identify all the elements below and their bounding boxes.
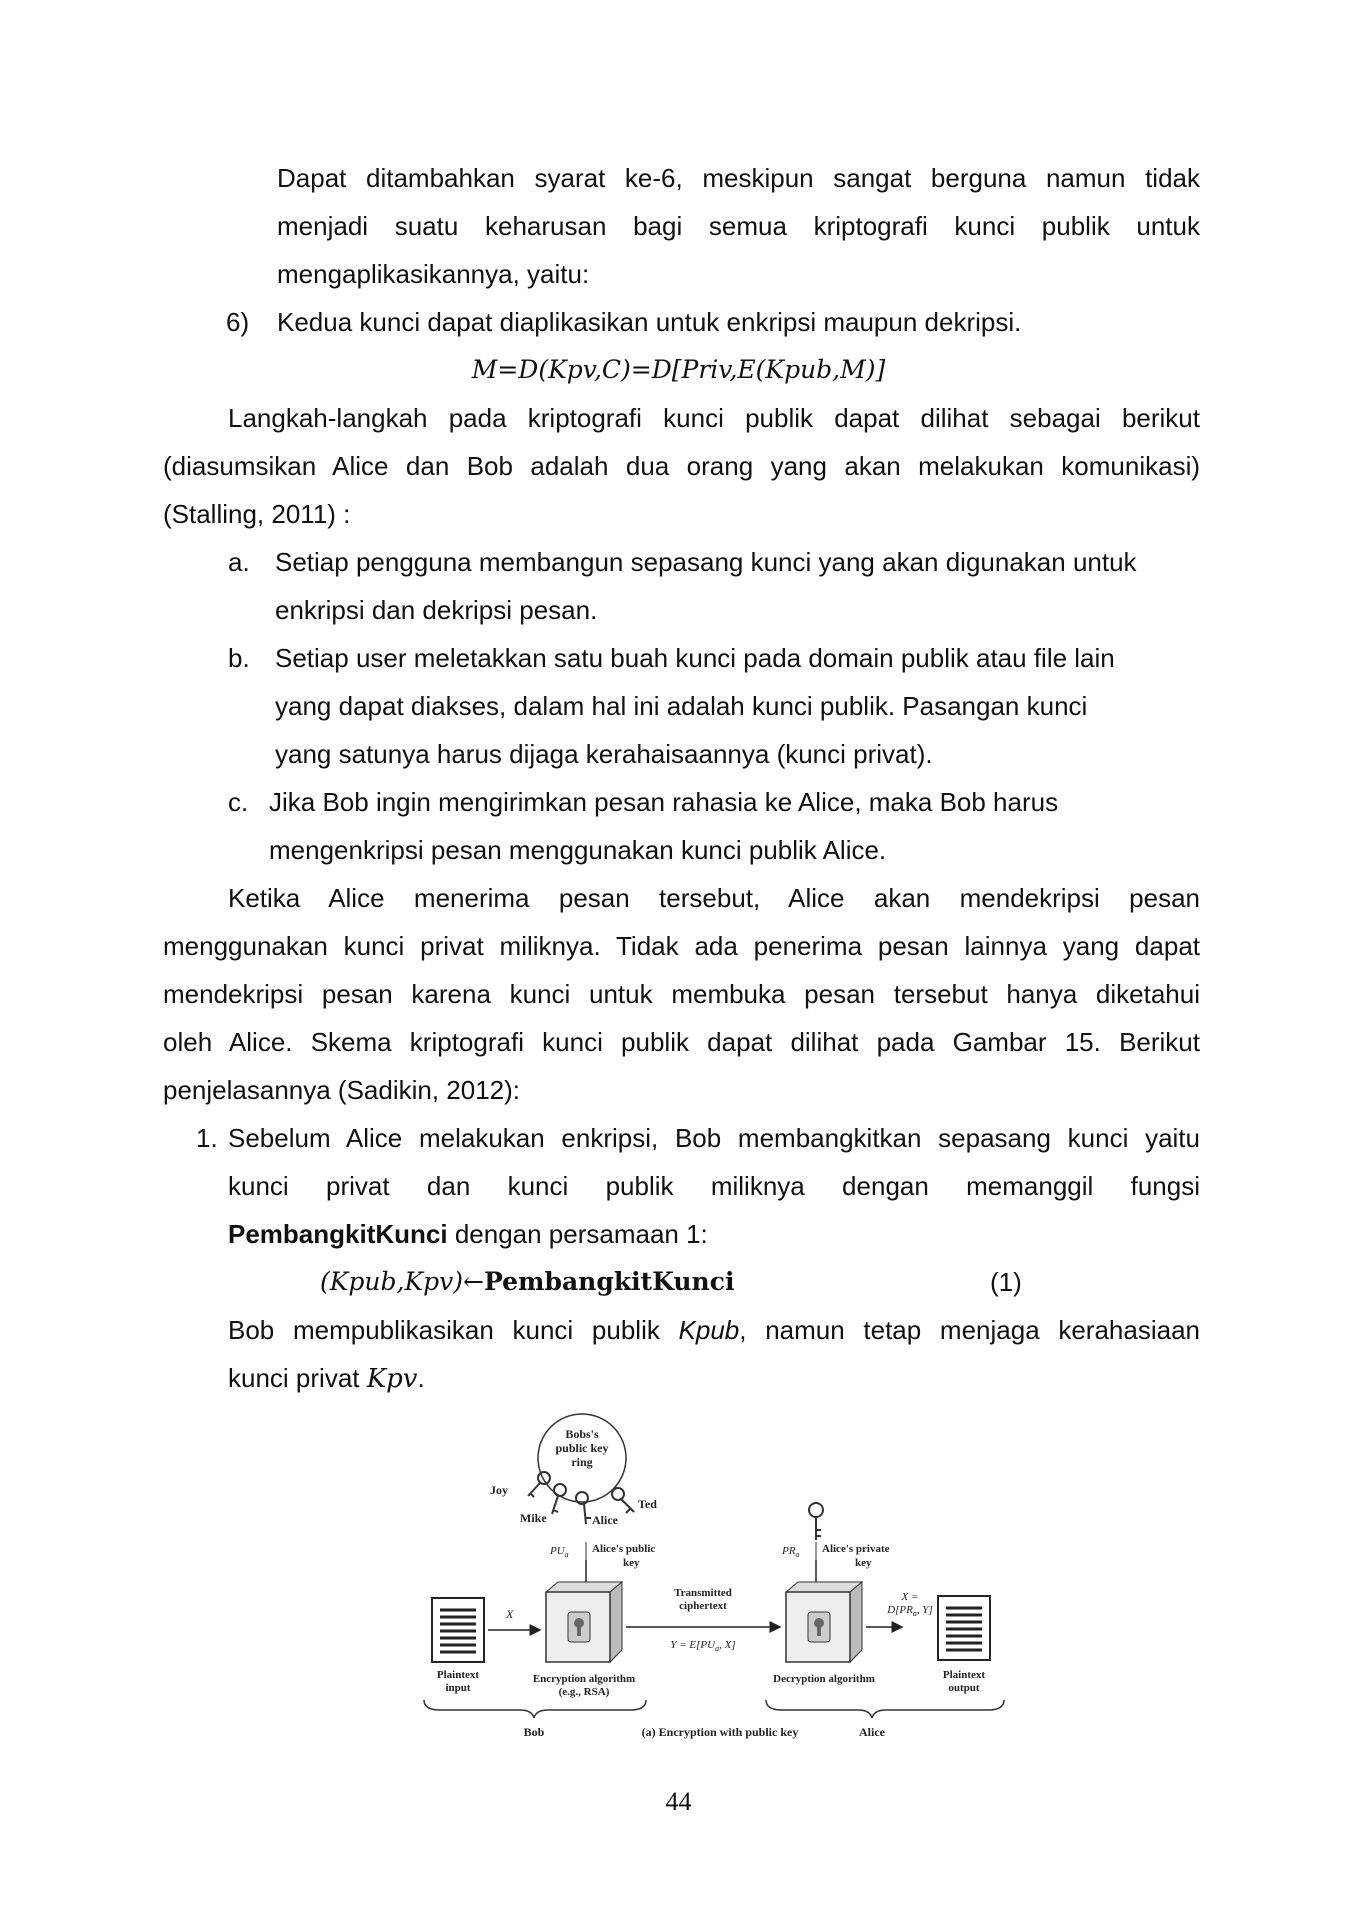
intro-line-2: menjadi suatu keharusan bagi semua kriptografi kunci publik untuk: [277, 211, 1200, 241]
formula-main: M=D(Kpv,C)=D[Priv,E(Kpub,M)]: [471, 355, 886, 384]
mike-label: Mike: [520, 1511, 547, 1525]
step-a-line-1: Setiap pengguna membangun sepasang kunci yang akan digunakan untuk: [275, 547, 1137, 577]
plaintext-input-lines: [440, 1610, 476, 1652]
para2-line-1: Ketika Alice menerima pesan tersebut, Alice akan mendekripsi pesan: [228, 883, 1200, 913]
encryption-box: [546, 1582, 622, 1662]
numbered-line-2: kunci privat dan kunci publik miliknya dengan memanggil fungsi: [228, 1171, 1200, 1201]
item6-text: Kedua kunci dapat diaplikasikan untuk enkripsi maupun dekripsi.: [277, 307, 1022, 337]
numbered-line-1: Sebelum Alice melakukan enkripsi, Bob membangkitkan sepasang kunci yaitu: [228, 1123, 1200, 1153]
para2-line-4: oleh Alice. Skema kriptografi kunci publik dapat dilihat pada Gambar 15. Berikut: [163, 1027, 1200, 1057]
numbered-line-5-post: .: [417, 1363, 425, 1393]
para1-line-3: (Stalling, 2011) :: [163, 499, 351, 529]
joy-label: Joy: [490, 1483, 508, 1497]
transmitted-label-1: Transmitted: [674, 1587, 732, 1599]
ring-label-1: Bobs's: [565, 1427, 599, 1441]
pu-label: $PU_a$: [550, 1545, 569, 1559]
para2-line-3: mendekripsi pesan karena kunci untuk membuka pesan tersebut hanya diketahui: [163, 979, 1200, 1009]
public-key-encryption-figure: [410, 1410, 1050, 1750]
numbered-line-4-pre: Bob mempublikasikan kunci publik: [228, 1315, 679, 1345]
pembangkit-kunci-term: PembangkitKunci: [228, 1219, 448, 1249]
intro-line-3: mengaplikasikannya, yaitu:: [277, 259, 590, 289]
item6-marker: 6): [226, 307, 250, 337]
ciphertext-equation: $Y = E[PU_a$, X]: [670, 1639, 736, 1653]
para2-line-2: menggunakan kunci privat miliknya. Tidak ada penerima pesan lainnya yang dapat: [163, 931, 1200, 961]
numbered-marker: 1.: [196, 1123, 218, 1153]
step-a-marker: a.: [228, 547, 250, 577]
numbered-line-3: [228, 1218, 708, 1250]
formula-keygen-bold: PembangkitKunci: [484, 1267, 735, 1296]
numbered-line-3-rest: dengan persamaan 1:: [447, 1219, 708, 1249]
private-key-icon: [809, 1503, 823, 1540]
figure-caption: (a) Encryption with public key: [641, 1725, 799, 1739]
page-number: 44: [665, 1787, 692, 1816]
plaintext-input-label-1: Plaintext: [436, 1669, 480, 1681]
numbered-line-4: [228, 1314, 1200, 1346]
kpub-term: Kpub: [678, 1315, 740, 1345]
x-input-label: X: [506, 1607, 514, 1621]
pr-label: $PR_a$: [782, 1545, 800, 1559]
alice-private-key-label-2: key: [855, 1557, 872, 1569]
plaintext-output-label-1: Plaintext: [942, 1669, 986, 1681]
x-output-label-2: $D[PR_a$, Y]: [887, 1604, 933, 1618]
step-c-line-2: mengenkripsi pesan menggunakan kunci publik Alice.: [269, 835, 887, 865]
formula-keygen: [320, 1266, 734, 1298]
plaintext-output-lines: [946, 1608, 982, 1650]
numbered-line-5-pre: kunci privat: [228, 1363, 367, 1393]
alice-label: Alice: [859, 1725, 885, 1739]
alice-brace: [766, 1700, 1004, 1718]
formula-keygen-left: (Kpub,Kpv)←: [320, 1267, 484, 1296]
mike-key-icon: [552, 1484, 566, 1514]
plaintext-output-label-2: output: [948, 1682, 980, 1694]
para1-line-1: Langkah-langkah pada kriptografi kunci publik dapat dilihat sebagai berikut: [228, 403, 1200, 433]
alice-key-icon: [576, 1492, 591, 1524]
equation-number: (1): [990, 1267, 1022, 1297]
step-b-line-3: yang satunya harus dijaga kerahaisaannya (kunci privat).: [275, 739, 933, 769]
numbered-line-5: [228, 1362, 425, 1395]
numbered-line-4-post: , namun tetap menjaga kerahasiaan: [739, 1315, 1200, 1345]
alice-key-label: Alice: [592, 1513, 618, 1527]
step-a-line-2: enkripsi dan dekripsi pesan.: [275, 595, 598, 625]
bob-label: Bob: [523, 1725, 545, 1739]
bob-brace: [424, 1700, 646, 1718]
para1-line-2: (diasumsikan Alice dan Bob adalah dua orang yang akan melakukan komunikasi): [163, 451, 1200, 481]
transmitted-label-2: ciphertext: [679, 1600, 727, 1612]
x-output-label-1: X =: [901, 1591, 919, 1603]
ring-label-2: public key: [555, 1441, 609, 1455]
decryption-box: [786, 1582, 862, 1662]
encryption-algorithm-label-2: (e.g., RSA): [558, 1686, 610, 1698]
kpv-term: Kpv: [366, 1364, 418, 1394]
encryption-algorithm-label-1: Encryption algorithm: [532, 1673, 636, 1685]
alice-public-key-label-2: key: [623, 1557, 640, 1569]
ted-label: Ted: [638, 1497, 657, 1511]
ring-label-3: ring: [571, 1455, 593, 1469]
decryption-algorithm-label: Decryption algorithm: [773, 1673, 875, 1685]
alice-private-key-label-1: Alice's private: [822, 1543, 890, 1555]
step-b-marker: b.: [228, 643, 250, 673]
step-c-line-1: Jika Bob ingin mengirimkan pesan rahasia ke Alice, maka Bob harus: [269, 787, 1059, 817]
step-c-marker: c.: [228, 787, 249, 817]
alice-public-key-label-1: Alice's public: [592, 1543, 656, 1555]
intro-line-1: Dapat ditambahkan syarat ke-6, meskipun sangat berguna namun tidak: [277, 163, 1200, 193]
ted-key-icon: [612, 1488, 634, 1513]
plaintext-input-label-2: input: [445, 1682, 471, 1694]
step-b-line-1: Setiap user meletakkan satu buah kunci pada domain publik atau file lain: [275, 643, 1115, 673]
para2-line-5: penjelasannya (Sadikin, 2012):: [163, 1075, 521, 1105]
step-b-line-2: yang dapat diakses, dalam hal ini adalah kunci publik. Pasangan kunci: [275, 691, 1088, 721]
